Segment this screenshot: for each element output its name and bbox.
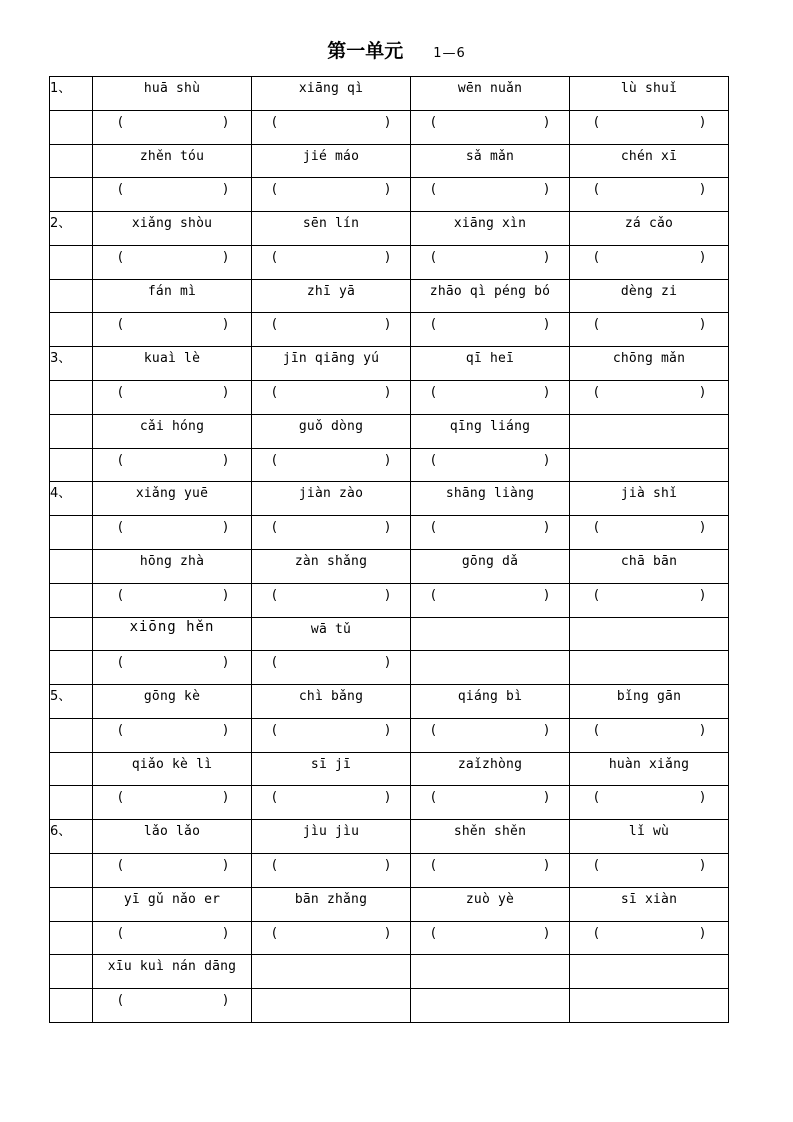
answer-blank	[252, 178, 411, 212]
close-bracket: )	[699, 790, 705, 806]
empty-cell	[50, 516, 93, 550]
word-row	[50, 414, 729, 448]
close-bracket: )	[384, 452, 390, 468]
lesson-number: 3、	[50, 347, 93, 381]
pinyin-cell: fán mì	[93, 279, 252, 313]
pinyin-cell: chì bǎng	[252, 685, 411, 719]
empty-cell	[50, 144, 93, 178]
pinyin-cell: chén xī	[570, 144, 729, 178]
answer-blank	[252, 448, 411, 482]
close-bracket: )	[543, 317, 549, 333]
empty-cell	[570, 617, 729, 651]
close-bracket: )	[543, 385, 549, 401]
answer-row	[50, 178, 729, 212]
close-bracket: )	[543, 925, 549, 941]
empty-cell	[50, 549, 93, 583]
close-bracket: )	[699, 722, 705, 738]
answer-blank	[252, 313, 411, 347]
answer-blank	[93, 786, 252, 820]
open-bracket: (	[594, 587, 600, 603]
answer-blank	[570, 178, 729, 212]
empty-cell	[50, 381, 93, 415]
pinyin-cell: shěn shěn	[411, 820, 570, 854]
pinyin-cell: bān zhǎng	[252, 887, 411, 921]
empty-cell	[50, 718, 93, 752]
open-bracket: (	[431, 520, 437, 536]
empty-cell	[50, 448, 93, 482]
answer-blank	[93, 110, 252, 144]
pinyin-cell: xiōng hěn	[93, 617, 252, 651]
pinyin-cell: jié máo	[252, 144, 411, 178]
pinyin-cell: zhī yā	[252, 279, 411, 313]
answer-row	[50, 448, 729, 482]
close-bracket: )	[384, 790, 390, 806]
close-bracket: )	[543, 857, 549, 873]
open-bracket: (	[594, 182, 600, 198]
word-row	[50, 685, 729, 719]
answer-blank	[93, 516, 252, 550]
close-bracket: )	[384, 317, 390, 333]
answer-blank	[93, 583, 252, 617]
answer-blank	[93, 313, 252, 347]
answer-blank	[570, 583, 729, 617]
answer-blank	[252, 583, 411, 617]
answer-row	[50, 110, 729, 144]
open-bracket: (	[118, 587, 124, 603]
open-bracket: (	[118, 993, 124, 1009]
open-bracket: (	[118, 385, 124, 401]
open-bracket: (	[118, 317, 124, 333]
pinyin-cell: lǐ wù	[570, 820, 729, 854]
empty-cell	[411, 989, 570, 1023]
empty-cell	[411, 651, 570, 685]
open-bracket: (	[431, 114, 437, 130]
close-bracket: )	[543, 722, 549, 738]
close-bracket: )	[222, 182, 228, 198]
word-row	[50, 77, 729, 111]
empty-cell	[570, 414, 729, 448]
word-row	[50, 144, 729, 178]
answer-blank	[252, 245, 411, 279]
word-row	[50, 212, 729, 246]
close-bracket: )	[384, 722, 390, 738]
close-bracket: )	[222, 587, 228, 603]
empty-cell	[411, 617, 570, 651]
open-bracket: (	[272, 114, 278, 130]
open-bracket: (	[272, 385, 278, 401]
close-bracket: )	[222, 925, 228, 941]
open-bracket: (	[272, 790, 278, 806]
open-bracket: (	[118, 249, 124, 265]
page-title	[0, 38, 793, 67]
open-bracket: (	[594, 857, 600, 873]
answer-blank	[93, 853, 252, 887]
pinyin-cell: chā bān	[570, 549, 729, 583]
pinyin-cell: dèng zi	[570, 279, 729, 313]
close-bracket: )	[222, 655, 228, 671]
answer-row	[50, 516, 729, 550]
pinyin-cell: zhāo qì péng bó	[411, 279, 570, 313]
open-bracket: (	[272, 655, 278, 671]
answer-blank	[252, 718, 411, 752]
answer-blank	[252, 110, 411, 144]
empty-cell	[50, 921, 93, 955]
answer-blank	[411, 853, 570, 887]
empty-cell	[50, 313, 93, 347]
empty-cell	[50, 887, 93, 921]
pinyin-cell: huā shù	[93, 77, 252, 111]
close-bracket: )	[543, 790, 549, 806]
word-row	[50, 955, 729, 989]
close-bracket: )	[543, 182, 549, 198]
close-bracket: )	[384, 385, 390, 401]
empty-cell	[50, 414, 93, 448]
pinyin-cell: xiǎng yuē	[93, 482, 252, 516]
open-bracket: (	[272, 520, 278, 536]
word-row	[50, 347, 729, 381]
open-bracket: (	[431, 385, 437, 401]
pinyin-cell: sēn lín	[252, 212, 411, 246]
lesson-number: 2、	[50, 212, 93, 246]
word-row	[50, 752, 729, 786]
answer-blank	[411, 921, 570, 955]
open-bracket: (	[272, 857, 278, 873]
open-bracket: (	[272, 317, 278, 333]
answer-blank	[570, 245, 729, 279]
answer-blank	[570, 516, 729, 550]
lesson-number: 6、	[50, 820, 93, 854]
pinyin-cell: gōng kè	[93, 685, 252, 719]
answer-blank	[252, 853, 411, 887]
answer-blank	[570, 921, 729, 955]
answer-blank	[252, 516, 411, 550]
answer-blank	[93, 989, 252, 1023]
empty-cell	[570, 989, 729, 1023]
pinyin-cell: jià shǐ	[570, 482, 729, 516]
empty-cell	[50, 651, 93, 685]
lesson-range: 1—6	[433, 46, 466, 61]
answer-row	[50, 583, 729, 617]
open-bracket: (	[594, 114, 600, 130]
pinyin-cell: lù shuǐ	[570, 77, 729, 111]
pinyin-cell: chōng mǎn	[570, 347, 729, 381]
lesson-number: 1、	[50, 77, 93, 111]
close-bracket: )	[543, 520, 549, 536]
close-bracket: )	[543, 452, 549, 468]
close-bracket: )	[222, 249, 228, 265]
close-bracket: )	[222, 722, 228, 738]
close-bracket: )	[384, 587, 390, 603]
empty-cell	[50, 786, 93, 820]
pinyin-cell: kuaì lè	[93, 347, 252, 381]
pinyin-worksheet-table	[49, 76, 729, 1023]
pinyin-cell: gōng dǎ	[411, 549, 570, 583]
pinyin-cell: zàn shǎng	[252, 549, 411, 583]
answer-blank	[93, 921, 252, 955]
answer-blank	[570, 313, 729, 347]
answer-blank	[93, 381, 252, 415]
pinyin-cell: hōng zhà	[93, 549, 252, 583]
pinyin-cell: xiāng xìn	[411, 212, 570, 246]
word-row	[50, 617, 729, 651]
close-bracket: )	[222, 317, 228, 333]
pinyin-cell: xiāng qì	[252, 77, 411, 111]
answer-blank	[93, 651, 252, 685]
open-bracket: (	[594, 520, 600, 536]
open-bracket: (	[431, 182, 437, 198]
pinyin-cell: wā tǔ	[252, 617, 411, 651]
close-bracket: )	[543, 114, 549, 130]
answer-row	[50, 989, 729, 1023]
answer-blank	[570, 853, 729, 887]
open-bracket: (	[118, 925, 124, 941]
word-row	[50, 887, 729, 921]
empty-cell	[50, 617, 93, 651]
open-bracket: (	[431, 452, 437, 468]
empty-cell	[50, 955, 93, 989]
open-bracket: (	[118, 857, 124, 873]
pinyin-cell: xīu kuì nán dāng	[93, 955, 252, 989]
empty-cell	[570, 448, 729, 482]
empty-cell	[570, 955, 729, 989]
word-row	[50, 549, 729, 583]
close-bracket: )	[699, 249, 705, 265]
close-bracket: )	[384, 249, 390, 265]
pinyin-cell: sī jī	[252, 752, 411, 786]
answer-blank	[570, 381, 729, 415]
answer-blank	[411, 381, 570, 415]
open-bracket: (	[594, 722, 600, 738]
answer-blank	[411, 516, 570, 550]
answer-blank	[570, 786, 729, 820]
pinyin-cell: qīng liáng	[411, 414, 570, 448]
empty-cell	[50, 110, 93, 144]
close-bracket: )	[222, 114, 228, 130]
open-bracket: (	[431, 249, 437, 265]
pinyin-cell: cǎi hóng	[93, 414, 252, 448]
answer-blank	[411, 178, 570, 212]
answer-blank	[411, 110, 570, 144]
open-bracket: (	[118, 452, 124, 468]
close-bracket: )	[699, 114, 705, 130]
close-bracket: )	[222, 385, 228, 401]
lesson-number: 5、	[50, 685, 93, 719]
pinyin-cell: qī heī	[411, 347, 570, 381]
open-bracket: (	[431, 925, 437, 941]
close-bracket: )	[222, 857, 228, 873]
answer-row	[50, 921, 729, 955]
answer-row	[50, 651, 729, 685]
answer-blank	[252, 651, 411, 685]
pinyin-cell: jīn qiāng yú	[252, 347, 411, 381]
close-bracket: )	[543, 587, 549, 603]
answer-blank	[93, 718, 252, 752]
pinyin-cell: zuò yè	[411, 887, 570, 921]
answer-blank	[570, 718, 729, 752]
answer-blank	[411, 583, 570, 617]
close-bracket: )	[222, 790, 228, 806]
pinyin-cell: guǒ dòng	[252, 414, 411, 448]
answer-row	[50, 786, 729, 820]
close-bracket: )	[699, 857, 705, 873]
empty-cell	[50, 245, 93, 279]
empty-cell	[411, 955, 570, 989]
close-bracket: )	[699, 182, 705, 198]
open-bracket: (	[272, 249, 278, 265]
pinyin-cell: wēn nuǎn	[411, 77, 570, 111]
answer-blank	[252, 381, 411, 415]
answer-blank	[93, 448, 252, 482]
pinyin-cell: jìu jìu	[252, 820, 411, 854]
close-bracket: )	[384, 182, 390, 198]
open-bracket: (	[431, 790, 437, 806]
close-bracket: )	[384, 925, 390, 941]
pinyin-cell: yī gǔ nǎo er	[93, 887, 252, 921]
answer-blank	[93, 245, 252, 279]
close-bracket: )	[543, 249, 549, 265]
answer-row	[50, 245, 729, 279]
empty-cell	[50, 583, 93, 617]
answer-blank	[252, 921, 411, 955]
answer-row	[50, 381, 729, 415]
open-bracket: (	[272, 452, 278, 468]
open-bracket: (	[431, 317, 437, 333]
pinyin-cell: sǎ mǎn	[411, 144, 570, 178]
open-bracket: (	[272, 925, 278, 941]
answer-row	[50, 313, 729, 347]
open-bracket: (	[594, 317, 600, 333]
open-bracket: (	[594, 925, 600, 941]
answer-blank	[570, 110, 729, 144]
pinyin-cell: xiǎng shòu	[93, 212, 252, 246]
answer-blank	[411, 313, 570, 347]
close-bracket: )	[222, 452, 228, 468]
pinyin-cell: qiǎo kè lì	[93, 752, 252, 786]
empty-cell	[50, 752, 93, 786]
pinyin-cell: shāng liàng	[411, 482, 570, 516]
pinyin-cell: jiàn zào	[252, 482, 411, 516]
pinyin-cell: qiáng bì	[411, 685, 570, 719]
close-bracket: )	[222, 520, 228, 536]
empty-cell	[252, 989, 411, 1023]
close-bracket: )	[699, 587, 705, 603]
open-bracket: (	[272, 182, 278, 198]
empty-cell	[50, 279, 93, 313]
pinyin-cell: lǎo lǎo	[93, 820, 252, 854]
pinyin-cell: zaǐzhòng	[411, 752, 570, 786]
unit-title: 第一单元	[327, 40, 404, 62]
pinyin-cell: zhěn tóu	[93, 144, 252, 178]
open-bracket: (	[431, 587, 437, 603]
empty-cell	[50, 989, 93, 1023]
open-bracket: (	[594, 790, 600, 806]
answer-blank	[411, 448, 570, 482]
close-bracket: )	[384, 655, 390, 671]
open-bracket: (	[118, 790, 124, 806]
answer-blank	[411, 245, 570, 279]
pinyin-cell: sī xiàn	[570, 887, 729, 921]
open-bracket: (	[118, 182, 124, 198]
open-bracket: (	[594, 385, 600, 401]
open-bracket: (	[594, 249, 600, 265]
close-bracket: )	[699, 925, 705, 941]
open-bracket: (	[431, 857, 437, 873]
empty-cell	[50, 853, 93, 887]
answer-row	[50, 853, 729, 887]
close-bracket: )	[384, 520, 390, 536]
answer-blank	[411, 718, 570, 752]
answer-blank	[252, 786, 411, 820]
empty-cell	[570, 651, 729, 685]
answer-blank	[93, 178, 252, 212]
close-bracket: )	[384, 114, 390, 130]
open-bracket: (	[118, 114, 124, 130]
pinyin-cell: huàn xiǎng	[570, 752, 729, 786]
pinyin-cell: zá cǎo	[570, 212, 729, 246]
open-bracket: (	[431, 722, 437, 738]
close-bracket: )	[699, 520, 705, 536]
pinyin-cell: bǐng gān	[570, 685, 729, 719]
word-row	[50, 820, 729, 854]
open-bracket: (	[272, 722, 278, 738]
word-row	[50, 279, 729, 313]
answer-row	[50, 718, 729, 752]
close-bracket: )	[699, 385, 705, 401]
open-bracket: (	[118, 655, 124, 671]
lesson-number: 4、	[50, 482, 93, 516]
answer-blank	[411, 786, 570, 820]
close-bracket: )	[384, 857, 390, 873]
open-bracket: (	[118, 722, 124, 738]
empty-cell	[252, 955, 411, 989]
close-bracket: )	[222, 993, 228, 1009]
empty-cell	[50, 178, 93, 212]
word-row	[50, 482, 729, 516]
close-bracket: )	[699, 317, 705, 333]
open-bracket: (	[272, 587, 278, 603]
open-bracket: (	[118, 520, 124, 536]
